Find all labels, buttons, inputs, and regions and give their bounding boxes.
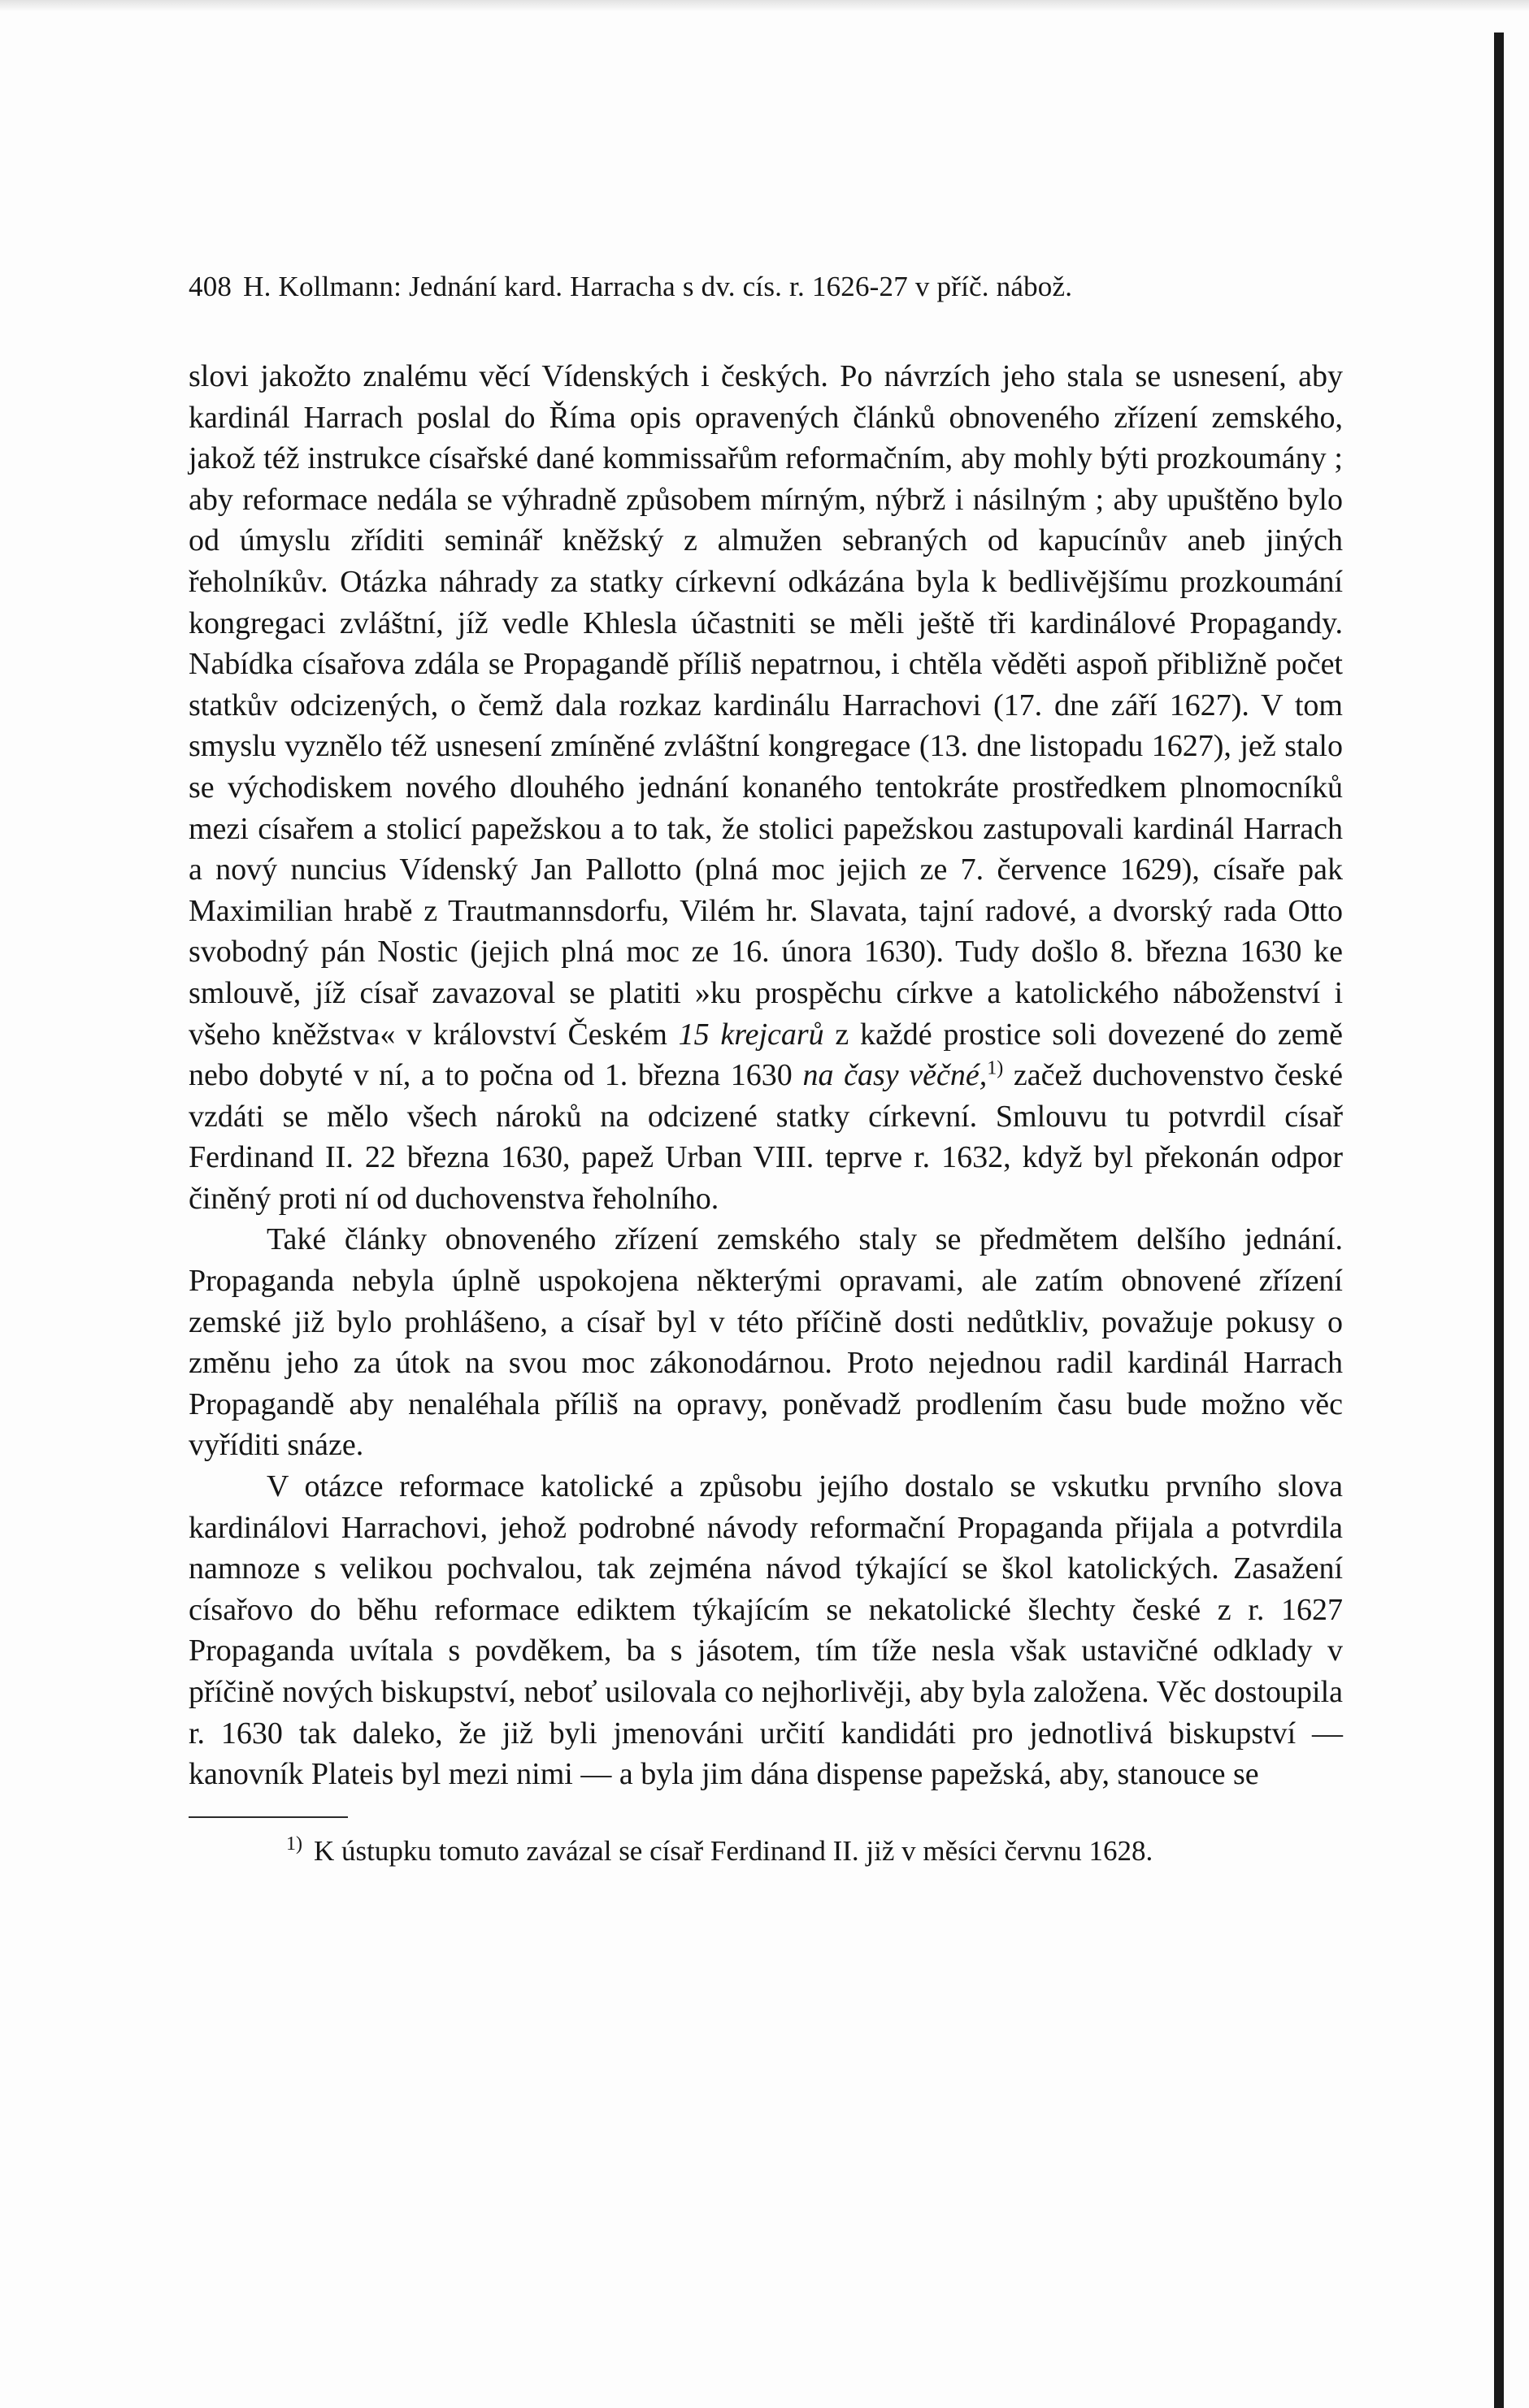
paragraph-1-part-b: z každé prostice soli dovezené do země nebo dobyté v ní, a to počna od 1. března 1630 [189,1017,1344,1093]
footnote-mark: 1) [286,1833,302,1855]
footnote-divider [189,1816,348,1818]
scan-binding-edge [1494,33,1504,2408]
page-content [189,268,1343,1870]
paragraph-1 [189,356,1343,1219]
footnote-text: K ústupku tomuto zavázal se císař Ferdinand II. již v měsíci červnu 1628. [314,1834,1153,1867]
paragraph-1-part-a: slovi jakožto znalému věcí Vídenských i českých. Po návrzích jeho stala se usnesení, aby kardinál Harrach poslal do Říma opis opravených článků obnoveného zřízení zemského, jakož též instrukce císařské dané kommissařům reformačním, aby mohly býti prozkoumány ; aby reformace nedála se výhradně způsobem mírným, nýbrž i násilným ; aby upuštěno bylo od úmyslu zříditi seminář kněžský z almužen sebraných od kapucínův aneb jiných řeholníkův. Otázka náhrady za statky církevní odkázána byla k bedlivějšímu prozkoumání kongregaci zvláštní, jíž vedle Khlesla účastniti se měli ještě tři kardinálové Propagandy. Nabídka císařova zdála se Propagandě příliš nepatrnou, i chtěla věděti aspoň přibližně počet statkův odcizených, o čemž dala rozkaz kardinálu Harrachovi (17. dne září 1627). V tom smyslu vyznělo též usnesení zmíněné zvláštní kongregace (13. dne listopadu 1627), jež stalo se východiskem nového dlouhého jednání konaného tentokráte prostředkem plnomocníků mezi císařem a stolicí papežskou a to tak, že stolici papežskou zastupovali kardinál Harrach a nový nuncius Vídenský Jan Pallotto (plná moc jejich ze 7. července 1629), císaře pak Maximilian hrabě z Trautmannsdorfu, Vilém hr. Slavata, tajní radové, a dvorský rada Otto svobodný pán Nostic (jejich plná moc ze 16. února 1630). Tudy došlo 8. března 1630 ke smlouvě, jíž císař zavazoval se platiti »ku prospěchu církve a katolického náboženství i všeho kněžstva« v království Českém [189,359,1343,1052]
footnote [189,1833,1343,1870]
italic-currency: 15 krejcarů [678,1017,824,1052]
running-title: H. Kollmann: Jednání kard. Harracha s dv. cís. r. 1626-27 v příč. nábož. [243,271,1073,302]
paragraph-1-part-c: začež duchovenstvo české vzdáti se mělo všech nároků na odcizené statky církevní. Smlouvu tu potvrdil císař Ferdinand II. 22 března 1630, papež Urban VIII. teprve r. 1632, když byl překonán odpor činěný proti ní od duchovenstva řeholního. [189,1058,1343,1216]
running-header [189,268,1343,306]
body-text [189,356,1343,1795]
footnote-reference: 1) [987,1057,1004,1079]
page-number: 408 [189,271,232,302]
italic-phrase: na časy věčné, [802,1058,988,1093]
scan-top-shadow [0,0,1529,11]
paragraph-2: Také články obnoveného zřízení zemského staly se předmětem delšího jednání. Propaganda nebyla úplně uspokojena některými opravami, ale zatím obnovené zřízení zemské již bylo prohlášeno, a císař byl v této příčině dosti nedůtkliv, považuje pokusy o změnu jeho za útok na svou moc zákonodárnou. Proto nejednou radil kardinál Harrach Propagandě aby nenaléhala příliš na opravy, poněvadž prodlením času bude možno věc vyříditi snáze. [189,1222,1343,1463]
paragraph-3: V otázce reformace katolické a způsobu jejího dostalo se vskutku prvního slova kardinálovi Harrachovi, jehož podrobné návody reformační Propaganda přijala a potvrdila namnoze s velikou pochvalou, tak zejména návod týkající se škol katolických. Zasažení císařovo do běhu reformace ediktem týkajícím se nekatolické šlechty české z r. 1627 Propaganda uvítala s povděkem, ba s jásotem, tím tíže nesla však ustavičné odklady v příčině nových biskupství, neboť usilovala co nejhorlivěji, aby byla založena. Věc dostoupila r. 1630 tak daleko, že již byli jmenováni určití kandidáti pro jednotlivá biskupství — kanovník Plateis byl mezi nimi — a byla jim dána dispense papežská, aby, stanouce se [189,1469,1343,1792]
